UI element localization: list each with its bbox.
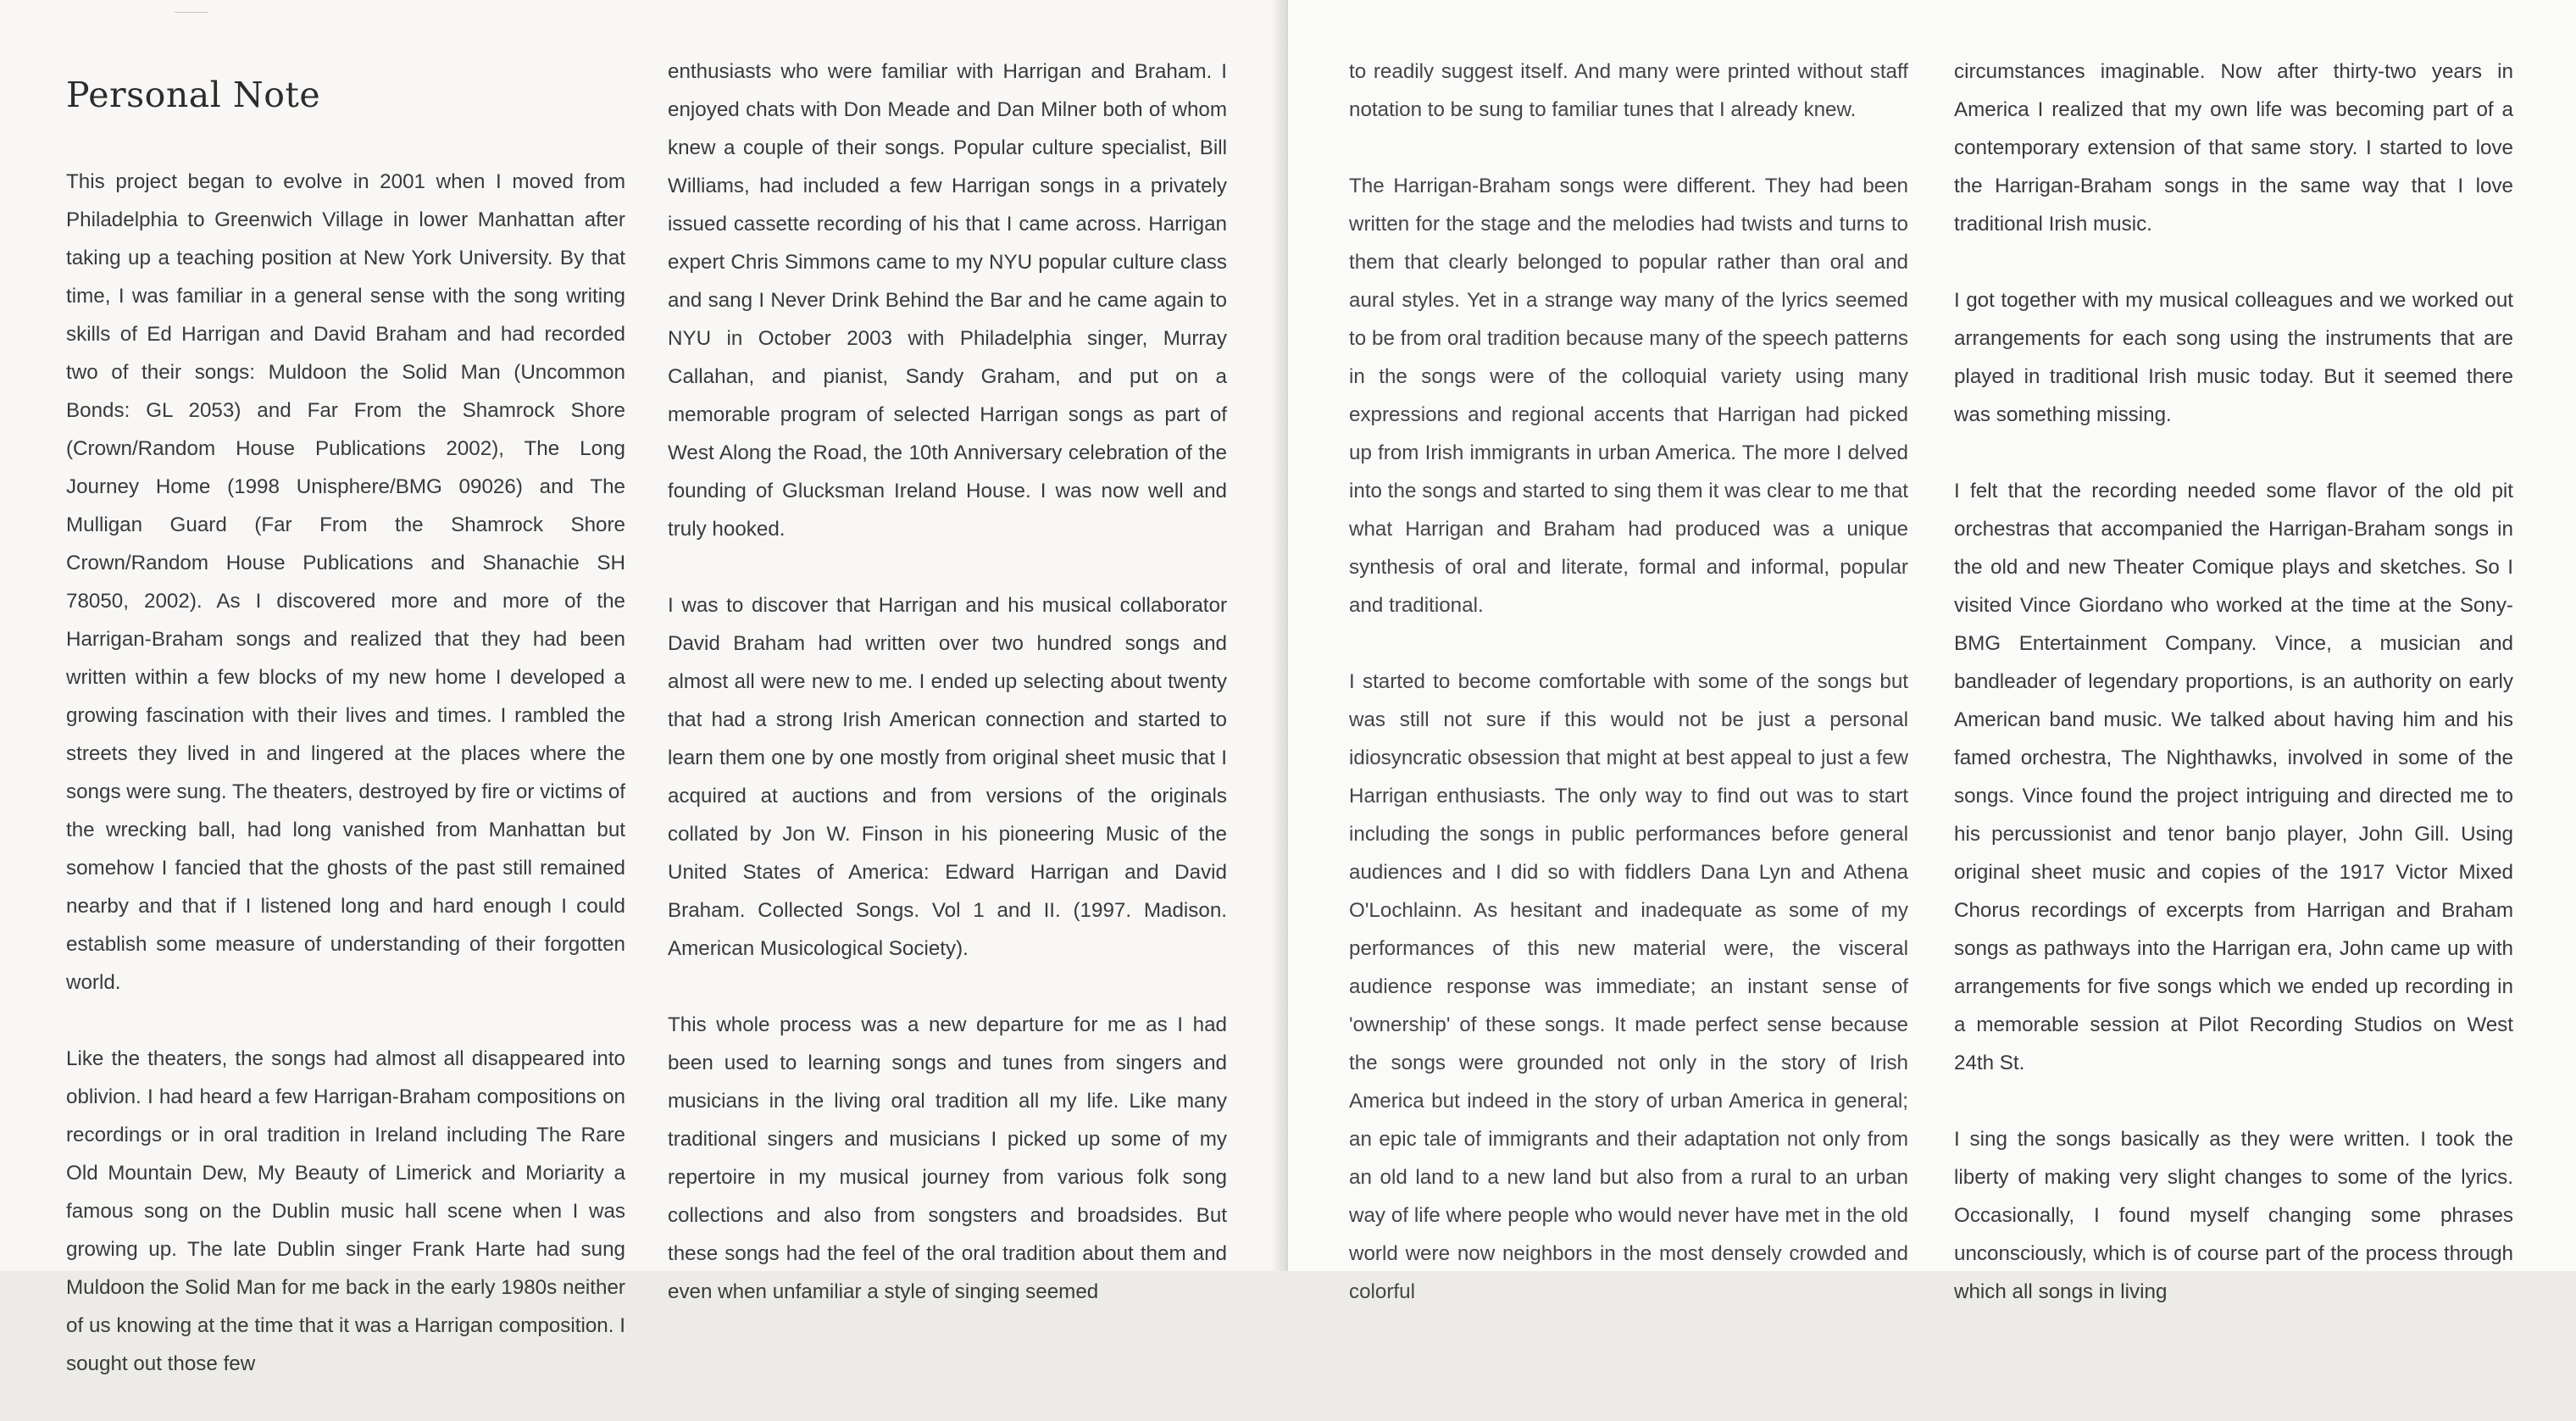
column-4 — [1954, 53, 2513, 1349]
column-3 — [1349, 53, 1908, 1349]
paragraph: circumstances imaginable. Now after thirty-two years in America I realized that my own life was becoming part of a contemporary extension of that same story. I started to love the Harrigan-Braham songs in the same way that I love traditional Irish music. — [1954, 60, 2513, 236]
paragraph: to readily suggest itself. And many were printed without staff notation to be sung to familiar tunes that I already knew. — [1349, 60, 1908, 121]
paragraph: I got together with my musical colleagues and we worked out arrangements for each song using the instruments that are played in traditional Irish music today. But it seemed there was something missing. — [1954, 289, 2513, 426]
corner-fold-mark — [174, 0, 230, 13]
paragraph: I was to discover that Harrigan and his musical collaborator David Braham had written over two hundred songs and almost all were new to me. I ended up selecting about twenty that had a strong Irish American connection and started to learn them one by one mostly from original sheet music that I acquired at auctions and from versions of the originals collated by Jon W. Finson in his pioneering Music of the United States of America: Edward Harrigan and David Braham. Collected Songs. Vol 1 and II. (1997. Madison. American Musicological Society). — [668, 594, 1227, 960]
page-title: Personal Note — [66, 75, 321, 115]
paragraph: Like the theaters, the songs had almost all disappeared into oblivion. I had heard a few Harrigan-Braham compositions on recordings or in oral tradition in Ireland including The Rare Old Mountain Dew, My Beauty of Limerick and Moriarity a famous song on the Dublin music hall scene when I was growing up. The late Dublin singer Frank Harte had sung Muldoon the Solid Man for me back in the early 1980s neither of us knowing at the time that it was a Harrigan composition. I sought out those few — [66, 1047, 625, 1375]
paragraph: I started to become comfortable with some of the songs but was still not sure if this would not be just a personal idiosyncratic obsession that might at best appeal to just a few Harrigan enthusiasts. The only way to find out was to start including the songs in public performances before general audiences and I did so with fiddlers Dana Lyn and Athena O'Lochlainn. As hesitant and inadequate as some of my performances of this new material were, the visceral audience response was immediate; an instant sense of 'ownership' of these songs. It made perfect sense because the songs were grounded not only in the story of Irish America but indeed in the story of urban America in general; an epic tale of immigrants and their adaptation not only from an old land to a new land but also from a rural to an urban way of life where people who would never have met in the old world were now neighbors in the most densely crowded and colorful — [1349, 670, 1908, 1303]
paragraph: I sing the songs basically as they were written. I took the liberty of making very slight changes to some of the lyrics. Occasionally, I found myself changing some phrases unconsciously, which is of course part of the process through which all songs in living — [1954, 1128, 2513, 1303]
paragraph: I felt that the recording needed some flavor of the old pit orchestras that accompanied the Harrigan-Braham songs in the old and new Theater Comique plays and sketches. So I visited Vince Giordano who worked at the time at the Sony-BMG Entertainment Company. Vince, a musician and bandleader of legendary proportions, is an authority on early American band music. We talked about having him and his famed orchestra, The Nighthawks, involved in some of the songs. Vince found the project intriguing and directed me to his percussionist and tenor banjo player, John Gill. Using original sheet music and copies of the 1917 Victor Mixed Chorus recordings of excerpts from Harrigan and Braham songs as pathways into the Harrigan era, John came up with arrangements for five songs which we ended up recording in a memorable session at Pilot Recording Studios on West 24th St. — [1954, 480, 2513, 1074]
paragraph: The Harrigan-Braham songs were different. They had been written for the stage and the melodies had twists and turns to them that clearly belonged to popular rather than oral and aural styles. Yet in a strange way many of the lyrics seemed to be from oral tradition because many of the speech patterns in the songs were of the colloquial variety using many expressions and regional accents that Harrigan had picked up from Irish immigrants in urban America. The more I delved into the songs and started to sing them it was clear to me that what Harrigan and Braham had produced was a unique synthesis of oral and literate, formal and informal, popular and traditional. — [1349, 175, 1908, 617]
left-page — [0, 0, 1283, 1375]
paragraph: This whole process was a new departure for me as I had been used to learning songs and tunes from singers and musicians in the living oral tradition all my life. Like many traditional singers and musicians I picked up some of my repertoire in my musical journey from various folk song collections and also from songsters and broadsides. But these songs had the feel of the oral tradition about them and even when unfamiliar a style of singing seemed — [668, 1013, 1227, 1303]
column-2 — [668, 53, 1227, 1349]
column-1 — [66, 59, 625, 1421]
paragraph: This project began to evolve in 2001 when I moved from Philadelphia to Greenwich Village in lower Manhattan after taking up a teaching position at New York University. By that time, I was familiar in a general sense with the song writing skills of Ed Harrigan and David Braham and had recorded two of their songs: Muldoon the Solid Man (Uncommon Bonds: GL 2053) and Far From the Shamrock Shore (Crown/Random House Publications 2002), The Long Journey Home (1998 Unisphere/BMG 09026) and The Mulligan Guard (Far From the Shamrock Shore Crown/Random House Publications and Shanachie SH 78050, 2002). As I discovered more and more of the Harrigan-Braham songs and realized that they had been written within a few blocks of my new home I developed a growing fascination with their lives and times. I rambled the streets they lived in and lingered at the places where the songs were sung. The theaters, destroyed by fire or victims of the wrecking ball, had long vanished from Manhattan but somehow I fancied that the ghosts of the past still remained nearby and that if I listened long and hard enough I could establish some measure of understanding of their forgotten world. — [66, 170, 625, 994]
paragraph: enthusiasts who were familiar with Harrigan and Braham. I enjoyed chats with Don Meade and Dan Milner both of whom knew a couple of their songs. Popular culture specialist, Bill Williams, had included a few Harrigan songs in a privately issued cassette recording of his that I came across. Harrigan expert Chris Simmons came to my NYU popular culture class and sang I Never Drink Behind the Bar and he came again to NYU in October 2003 with Philadelphia singer, Murray Callahan, and pianist, Sandy Graham, and put on a memorable program of selected Harrigan songs as part of West Along the Road, the 10th Anniversary celebration of the founding of Glucksman Ireland House. I was now well and truly hooked. — [668, 60, 1227, 541]
